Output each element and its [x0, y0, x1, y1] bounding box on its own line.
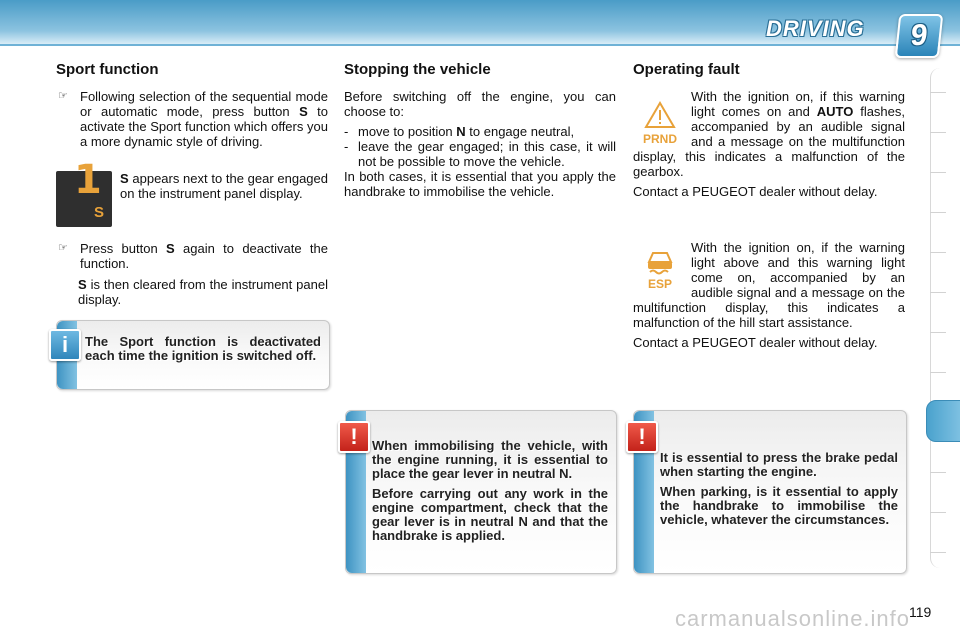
chapter-tab-divider [930, 372, 946, 373]
chapter-tab-divider [930, 252, 946, 253]
chapter-tab-divider [930, 292, 946, 293]
sport-bullet-deactivate-text-end: again to deactivate the function. [80, 241, 328, 271]
pointing-hand-icon: ☞ [58, 90, 68, 102]
gear-display-text: appears next to the gear engaged on the instrument panel display. [120, 171, 328, 201]
chapter-tab-divider [930, 172, 946, 173]
chapter-tab-divider [930, 212, 946, 213]
neutral-key: N [456, 124, 466, 139]
gear-display-s: S [94, 204, 105, 221]
prnd-label: PRND [642, 132, 678, 146]
chapter-tab-divider [930, 132, 946, 133]
button-s-label: S [166, 241, 175, 256]
chapter-badge [895, 14, 944, 58]
alert-icon: ! [338, 421, 370, 453]
brake-alert-note-text [660, 451, 898, 533]
sport-cleared-text [56, 277, 328, 307]
chapter-tab-divider [930, 472, 946, 473]
stopping-alert-note-text [372, 439, 608, 549]
operating-fault-section [633, 58, 905, 355]
stopping-outro: In both cases, it is essential that you apply the handbrake to immobilise the vehicle. [344, 169, 616, 199]
header-underline [0, 44, 960, 46]
sport-bullet-deactivate-text: Press button [80, 241, 167, 256]
stopping-intro: Before switching off the engine, you can choose to: [344, 89, 616, 119]
hill-start-fault-contact: Contact a PEUGEOT dealer without delay. [633, 335, 878, 350]
sport-bullet-activate-text: Following selection of the sequential mode or automatic mode, press button [80, 89, 328, 119]
stopping-alert-note [345, 410, 617, 574]
sport-function-heading: Sport function [56, 61, 159, 78]
chapter-title: DRIVING [766, 16, 865, 41]
page-number: 119 [909, 604, 932, 620]
stopping-alert-note-p1: When immobilising the vehicle, with the engine running, it is essential to place the gear lever in neutral N. [372, 438, 608, 481]
stopping-heading: Stopping the vehicle [344, 61, 491, 78]
watermark: carmanualsonline.info [675, 606, 911, 631]
gear-display-icon [56, 157, 112, 227]
sport-function-section [56, 58, 328, 312]
chapter-tab-divider [930, 332, 946, 333]
esp-warning-icon [637, 244, 683, 290]
stopping-section [344, 58, 616, 204]
button-s-label: S [299, 104, 308, 119]
stopping-option-neutral-text: move to position [358, 124, 457, 139]
info-icon: i [49, 329, 81, 361]
stopping-alert-note-p2: Before carrying out any work in the engine compartment, check that the gear lever is in neutral N and that the handbrake is applied. [372, 486, 608, 543]
chapter-tab-divider [930, 512, 946, 513]
gearbox-fault-text: With the ignition on, if this warning light comes on and AUTO flashes, accompanied by an audible signal and a message on the multifunction display, this indicates a malfunction of the gearbox. [633, 89, 906, 179]
dash-marker: - [344, 124, 349, 139]
auto-key: AUTO [816, 104, 854, 119]
chapter-tab-active[interactable] [926, 400, 960, 442]
chapter-tab-divider [930, 552, 946, 553]
operating-fault-heading: Operating fault [633, 61, 740, 78]
gear-display-key: S [120, 171, 129, 186]
chapter-number: 9 [908, 19, 930, 52]
stopping-option-neutral-text-end: to engage neutral, [465, 124, 575, 139]
stopping-option-gear-text: leave the gear engaged; in this case, it will not be possible to move the vehicle. [358, 139, 616, 169]
gearbox-warning-icon [637, 101, 683, 147]
gear-display-row [56, 157, 328, 227]
cleared-text: is then cleared from the instrument panel display. [78, 277, 328, 307]
brake-alert-note [633, 410, 907, 574]
dash-marker: - [344, 139, 349, 154]
neutral-key: N [559, 466, 569, 481]
brake-alert-note-p2: When parking, is it essential to apply the handbrake to immobilise the vehicle, whatever the circumstances. [660, 484, 898, 527]
esp-car-skid-icon [637, 244, 683, 290]
hill-start-warning-block [633, 240, 905, 355]
chapter-tab-rail [930, 68, 953, 568]
sport-bullet-activate-text-end: to activate the Sport function which offers you a more dynamic style of driving. [80, 104, 328, 149]
pointing-hand-icon: ☞ [58, 242, 68, 254]
esp-label: ESP [647, 277, 673, 290]
alert-icon: ! [626, 421, 658, 453]
brake-alert-note-p1: It is essential to press the brake pedal when starting the engine. [660, 450, 898, 479]
neutral-key: N [518, 514, 528, 529]
cleared-key: S [78, 277, 87, 292]
gearbox-fault-contact: Contact a PEUGEOT dealer without delay. [633, 184, 878, 199]
stopping-option-gear [344, 139, 616, 169]
gearbox-warning-triangle-icon [637, 101, 683, 147]
sport-info-note [56, 320, 330, 390]
stopping-option-neutral [344, 124, 616, 139]
sport-bullet-activate [56, 89, 328, 149]
gear-display-digit: 1 [74, 157, 102, 203]
chapter-tab-divider [930, 92, 946, 93]
sport-bullet-deactivate [56, 241, 328, 271]
sport-info-note-text: The Sport function is deactivated each time the ignition is switched off. [85, 334, 321, 363]
gearbox-warning-block [633, 89, 905, 204]
hill-start-fault-text: With the ignition on, if the warning light above and this warning light come on, accompanied by an audible signal and a message on the multifunction display, this indicates a malfunction of the hill start assistance. [633, 240, 905, 330]
